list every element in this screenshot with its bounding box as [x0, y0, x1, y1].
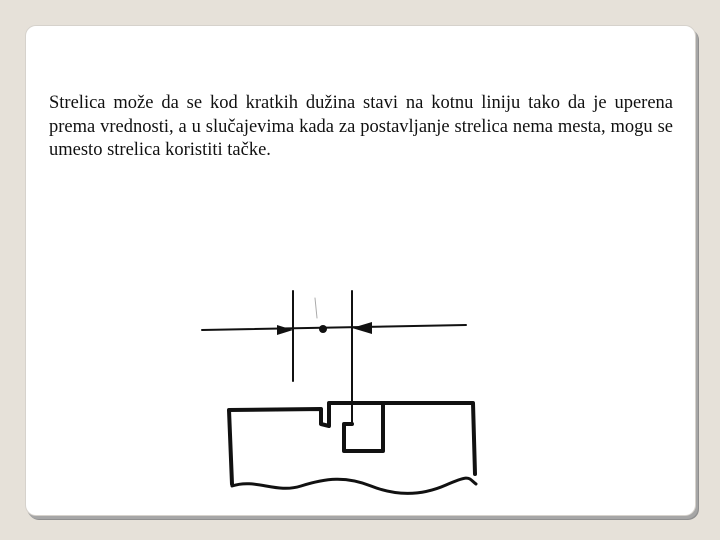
break-line	[232, 478, 476, 493]
arrow-right	[352, 322, 372, 334]
part-right-edge	[383, 403, 475, 474]
arrow-left	[277, 325, 293, 335]
faint-annotation	[315, 298, 317, 318]
dimension-line	[202, 325, 466, 330]
part-outline	[229, 403, 383, 484]
slide-card	[25, 25, 696, 516]
dimension-dot	[319, 325, 327, 333]
slide-paragraph: Strelica može da se kod kratkih dužina stavi na kotnu liniju tako da je uperena prema vrednosti, a u slučajevima kada za postavljanje strelica nema mesta, mogu se umesto strelica koristiti tačke.	[49, 93, 673, 160]
dimensioning-sketch-icon	[196, 288, 486, 508]
